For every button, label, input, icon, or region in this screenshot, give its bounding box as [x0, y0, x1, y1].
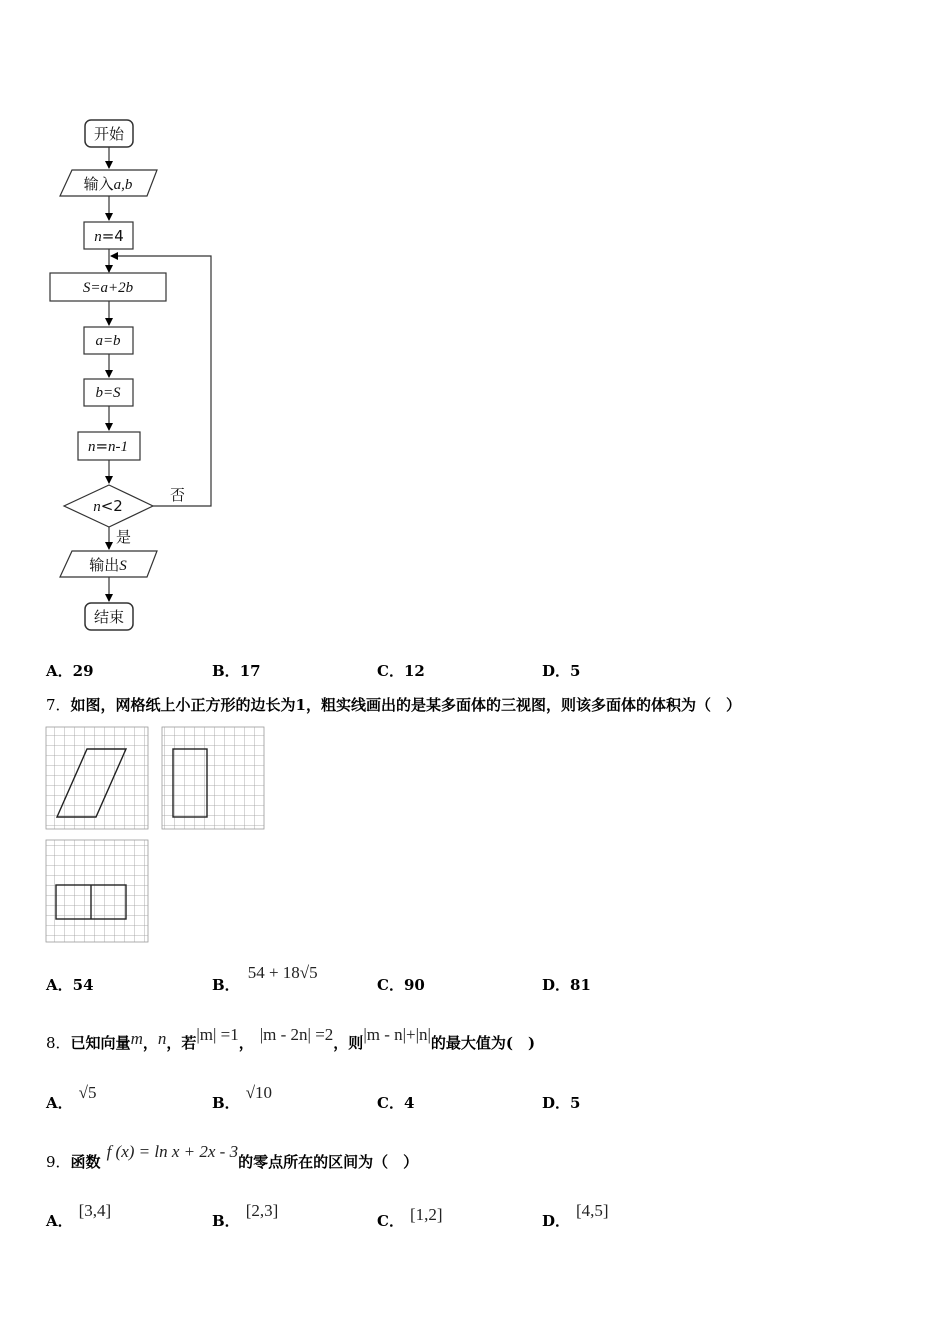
- q7-number: 7．: [46, 696, 71, 714]
- q9-option-c: C． [1,2]: [377, 1205, 443, 1230]
- q8-question: 8．已知向量m，n，若|m| =1， |m - 2n| =2，则|m - n|+|n|的最大值为( ): [46, 1025, 536, 1052]
- svg-text:n=n-1: [88, 437, 128, 455]
- init-rest: =4: [101, 227, 124, 245]
- q7-option-d: D．81: [542, 976, 591, 994]
- q9-option-b: B．[2,3]: [212, 1201, 279, 1230]
- end-label: 结束: [93, 608, 125, 626]
- q7-option-b: B．54 + 18√5: [212, 963, 318, 994]
- q8-option-c: C．4: [377, 1094, 415, 1112]
- start-label: 开始: [93, 125, 125, 143]
- q9-question: 9．函数f (x) = ln x + 2x - 3的零点所在的区间为（ ）: [46, 1142, 419, 1171]
- step2-label: a=b: [95, 333, 121, 349]
- cond-rest: <2: [100, 497, 123, 515]
- q7-option-c: C．90: [377, 976, 425, 994]
- side-view-grid: [162, 727, 264, 829]
- q7-option-a: A．54: [46, 976, 94, 994]
- q6-option-c: C．12: [377, 662, 425, 680]
- step3-label: b=S: [95, 385, 121, 401]
- q7-question: [46, 694, 741, 715]
- q6-option-d: D．5: [542, 662, 581, 680]
- svg-text:n<2: [93, 497, 123, 515]
- three-view-figure: [44, 725, 266, 943]
- q9-option-d: D．[4,5]: [542, 1201, 609, 1230]
- q6-option-b: B．17: [212, 662, 261, 680]
- output-label: 输出: [89, 556, 120, 574]
- init-var: n: [94, 229, 102, 245]
- q8-option-a: A．√5: [46, 1083, 97, 1112]
- q7-text: 如图，网格纸上小正方形的边长为1，粗实线画出的是某多面体的三视图，则该多面体的体积为（ ）: [70, 696, 741, 714]
- q6-option-a: A．29: [46, 662, 94, 680]
- svg-text:n=4: [94, 227, 124, 245]
- q8-option-b: B．√10: [212, 1083, 273, 1112]
- flowchart: [0, 0, 260, 640]
- front-view-grid: [46, 727, 148, 829]
- no-label: 否: [170, 486, 186, 504]
- step1-label: S=a+2b: [82, 280, 134, 296]
- cond-var: n: [93, 499, 101, 515]
- top-view-grid: [46, 840, 148, 942]
- step4-rest: n-1: [108, 439, 129, 455]
- svg-text:输入a,b: [84, 175, 133, 193]
- output-var: S: [119, 558, 127, 574]
- svg-text:输出S: [89, 556, 127, 574]
- input-vars: a,b: [113, 177, 133, 193]
- yes-label: 是: [116, 528, 132, 546]
- q8-option-d: D．5: [542, 1094, 581, 1112]
- q9-option-a: A．[3,4]: [46, 1201, 112, 1230]
- step4-mid: =: [95, 437, 109, 455]
- input-label: 输入: [83, 175, 114, 193]
- step4-var: n: [87, 439, 96, 455]
